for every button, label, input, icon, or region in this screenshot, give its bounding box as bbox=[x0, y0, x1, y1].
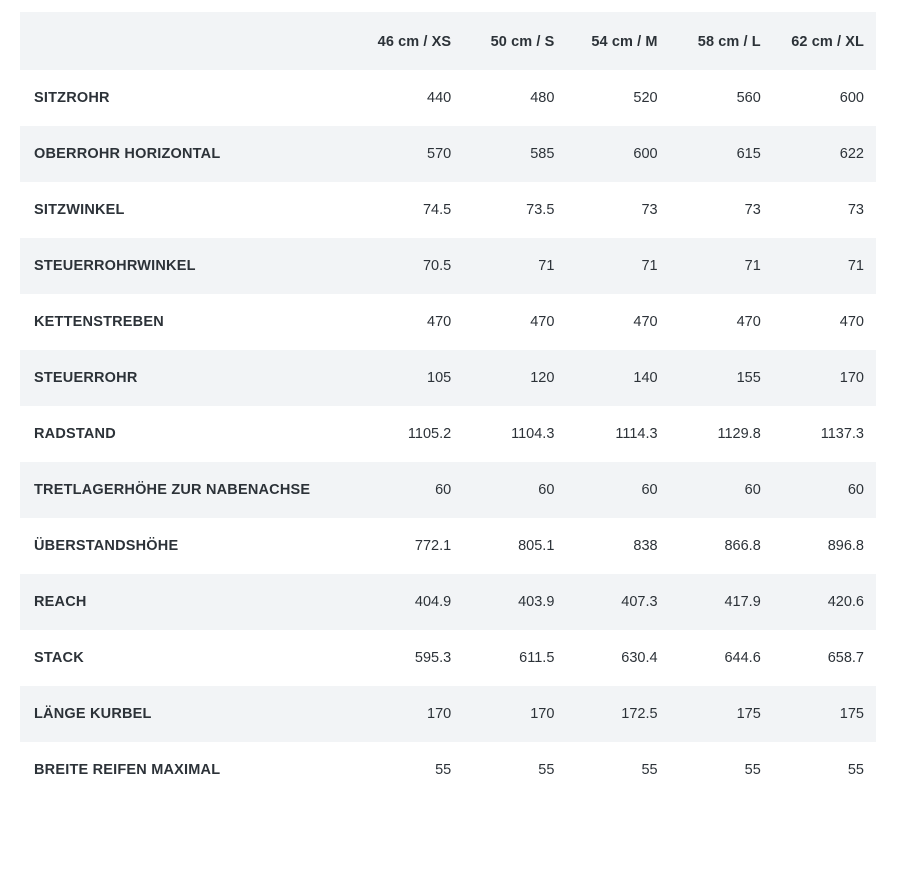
cell-value: 73 bbox=[670, 182, 773, 238]
table-row bbox=[20, 574, 876, 630]
cell-value: 560 bbox=[670, 70, 773, 126]
cell-value: 60 bbox=[670, 462, 773, 518]
cell-value: 1114.3 bbox=[566, 406, 669, 462]
table-body bbox=[20, 70, 876, 798]
cell-value: 417.9 bbox=[670, 574, 773, 630]
cell-value: 805.1 bbox=[463, 518, 566, 574]
cell-value: 140 bbox=[566, 350, 669, 406]
row-label: STACK bbox=[20, 630, 360, 686]
table-row bbox=[20, 70, 876, 126]
cell-value: 1105.2 bbox=[360, 406, 463, 462]
cell-value: 470 bbox=[670, 294, 773, 350]
geometry-table bbox=[20, 12, 876, 798]
cell-value: 74.5 bbox=[360, 182, 463, 238]
cell-value: 175 bbox=[773, 686, 876, 742]
cell-value: 615 bbox=[670, 126, 773, 182]
cell-value: 658.7 bbox=[773, 630, 876, 686]
cell-value: 838 bbox=[566, 518, 669, 574]
row-label: KETTENSTREBEN bbox=[20, 294, 360, 350]
cell-value: 60 bbox=[773, 462, 876, 518]
cell-value: 470 bbox=[360, 294, 463, 350]
cell-value: 420.6 bbox=[773, 574, 876, 630]
cell-value: 71 bbox=[463, 238, 566, 294]
cell-value: 73.5 bbox=[463, 182, 566, 238]
column-header-size-xs: 46 cm / XS bbox=[360, 12, 463, 70]
table-row bbox=[20, 686, 876, 742]
cell-value: 71 bbox=[566, 238, 669, 294]
cell-value: 70.5 bbox=[360, 238, 463, 294]
cell-value: 60 bbox=[566, 462, 669, 518]
table-row bbox=[20, 406, 876, 462]
cell-value: 55 bbox=[670, 742, 773, 798]
cell-value: 55 bbox=[566, 742, 669, 798]
cell-value: 470 bbox=[463, 294, 566, 350]
row-label: STEUERROHR bbox=[20, 350, 360, 406]
cell-value: 71 bbox=[773, 238, 876, 294]
cell-value: 120 bbox=[463, 350, 566, 406]
cell-value: 772.1 bbox=[360, 518, 463, 574]
row-label: SITZWINKEL bbox=[20, 182, 360, 238]
cell-value: 404.9 bbox=[360, 574, 463, 630]
table-row bbox=[20, 742, 876, 798]
cell-value: 60 bbox=[463, 462, 566, 518]
table-row bbox=[20, 518, 876, 574]
cell-value: 570 bbox=[360, 126, 463, 182]
cell-value: 170 bbox=[463, 686, 566, 742]
cell-value: 520 bbox=[566, 70, 669, 126]
cell-value: 866.8 bbox=[670, 518, 773, 574]
row-label: OBERROHR HORIZONTAL bbox=[20, 126, 360, 182]
row-label: REACH bbox=[20, 574, 360, 630]
table-corner-cell bbox=[20, 12, 360, 70]
cell-value: 1129.8 bbox=[670, 406, 773, 462]
cell-value: 55 bbox=[463, 742, 566, 798]
cell-value: 585 bbox=[463, 126, 566, 182]
column-header-size-m: 54 cm / M bbox=[566, 12, 669, 70]
row-label: RADSTAND bbox=[20, 406, 360, 462]
cell-value: 622 bbox=[773, 126, 876, 182]
cell-value: 896.8 bbox=[773, 518, 876, 574]
cell-value: 611.5 bbox=[463, 630, 566, 686]
table-row bbox=[20, 350, 876, 406]
cell-value: 172.5 bbox=[566, 686, 669, 742]
table-row bbox=[20, 462, 876, 518]
table-row bbox=[20, 238, 876, 294]
header-row bbox=[20, 12, 876, 70]
cell-value: 407.3 bbox=[566, 574, 669, 630]
cell-value: 595.3 bbox=[360, 630, 463, 686]
cell-value: 1137.3 bbox=[773, 406, 876, 462]
cell-value: 470 bbox=[773, 294, 876, 350]
cell-value: 644.6 bbox=[670, 630, 773, 686]
table-row bbox=[20, 294, 876, 350]
row-label: SITZROHR bbox=[20, 70, 360, 126]
cell-value: 55 bbox=[360, 742, 463, 798]
cell-value: 440 bbox=[360, 70, 463, 126]
cell-value: 73 bbox=[566, 182, 669, 238]
table-row bbox=[20, 182, 876, 238]
row-label: ÜBERSTANDSHÖHE bbox=[20, 518, 360, 574]
cell-value: 630.4 bbox=[566, 630, 669, 686]
column-header-size-xl: 62 cm / XL bbox=[773, 12, 876, 70]
cell-value: 73 bbox=[773, 182, 876, 238]
row-label: BREITE REIFEN MAXIMAL bbox=[20, 742, 360, 798]
cell-value: 1104.3 bbox=[463, 406, 566, 462]
column-header-size-s: 50 cm / S bbox=[463, 12, 566, 70]
row-label: LÄNGE KURBEL bbox=[20, 686, 360, 742]
row-label: STEUERROHRWINKEL bbox=[20, 238, 360, 294]
cell-value: 470 bbox=[566, 294, 669, 350]
cell-value: 600 bbox=[773, 70, 876, 126]
cell-value: 175 bbox=[670, 686, 773, 742]
cell-value: 170 bbox=[773, 350, 876, 406]
cell-value: 105 bbox=[360, 350, 463, 406]
cell-value: 155 bbox=[670, 350, 773, 406]
cell-value: 403.9 bbox=[463, 574, 566, 630]
cell-value: 480 bbox=[463, 70, 566, 126]
column-header-size-l: 58 cm / L bbox=[670, 12, 773, 70]
row-label: TRETLAGERHÖHE ZUR NABENACHSE bbox=[20, 462, 360, 518]
table-header bbox=[20, 12, 876, 70]
cell-value: 55 bbox=[773, 742, 876, 798]
table-row bbox=[20, 630, 876, 686]
table-row bbox=[20, 126, 876, 182]
cell-value: 600 bbox=[566, 126, 669, 182]
cell-value: 170 bbox=[360, 686, 463, 742]
cell-value: 71 bbox=[670, 238, 773, 294]
cell-value: 60 bbox=[360, 462, 463, 518]
